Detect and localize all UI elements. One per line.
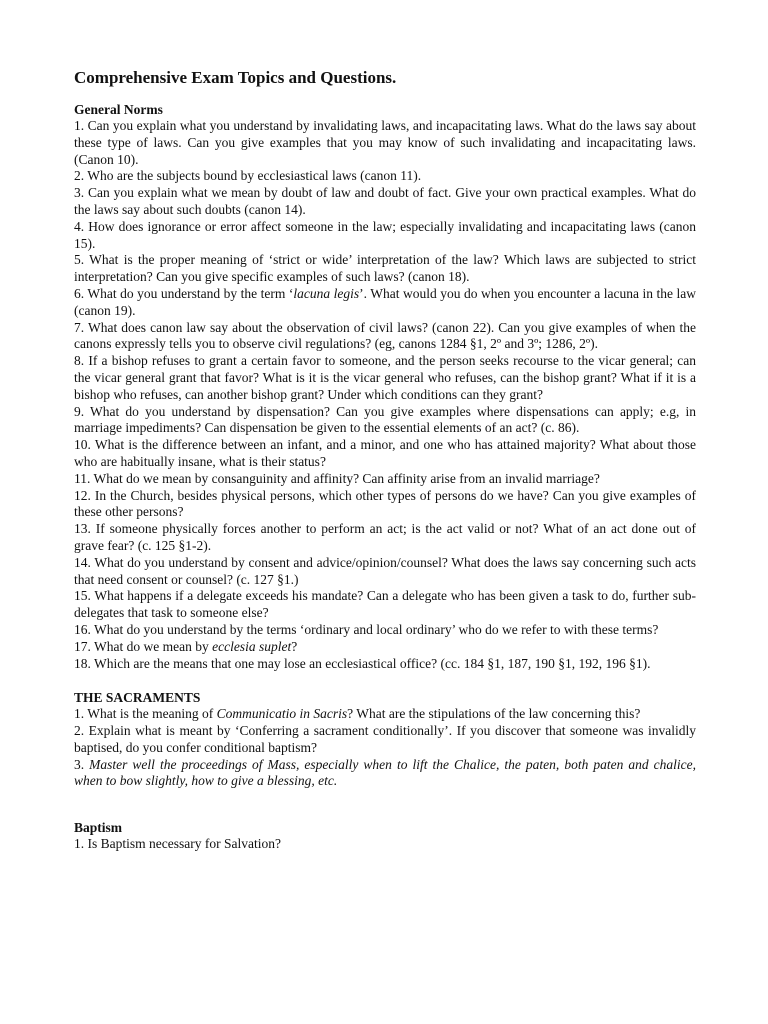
general-norms-item-15: 15. What happens if a delegate exceeds his mandate? Can a delegate who has been given a task to do, further sub-delegates that task to someone else? (74, 588, 696, 621)
general-norms-heading: General Norms (74, 102, 163, 117)
general-norms-item-4: 4. How does ignorance or error affect someone in the law; especially invalidating and incapacitating laws (canon 15). (74, 218, 696, 251)
general-norms-item-6 (74, 286, 696, 320)
sacraments-item-1 (74, 706, 696, 723)
general-norms-item-1: 1. Can you explain what you understand by invalidating laws, and incapacitating laws. What do the laws say about these type of laws. Can you give examples that you may know of such invalidating and incapacitating laws. (Canon 10). (74, 118, 696, 167)
general-norms-item-11: 11. What do we mean by consanguinity and affinity? Can affinity arise from an invalid marriage? (74, 470, 600, 486)
item-text: ’. What would you do when you encounter a lacuna in the law (canon 19). (74, 285, 696, 318)
baptism-heading: Baptism (74, 820, 123, 836)
general-norms-item-18: 18. Which are the means that one may lose an ecclesiastical office? (cc. 184 §1, 187, 190 §1, 192, 196 §1). (74, 655, 651, 671)
item-number: 3. (74, 756, 90, 772)
document-title: Comprehensive Exam Topics and Questions. (74, 68, 397, 87)
latin-term: Communicatio in Sacris (216, 706, 348, 722)
baptism-list (74, 836, 696, 853)
general-norms-item-9: 9. What do you understand by dispensation? Can you give examples where dispensations can apply; e.g, in marriage impediments? Can dispensation be given to the essential elements of an act? (c. 86). (74, 403, 696, 436)
sacraments-heading: THE SACRAMENTS (74, 690, 201, 706)
sacraments-list (74, 706, 696, 790)
general-norms-list (74, 118, 696, 672)
item-text: ? What are the stipulations of the law concerning this? (347, 706, 641, 722)
item-text: 17. What do we mean by (74, 638, 213, 654)
item-text: 1. What is the meaning of (74, 706, 217, 722)
item-text: 6. What do you understand by the term ‘ (74, 285, 294, 301)
latin-term: ecclesia suplet (212, 638, 292, 654)
sacraments-item-2: 2. Explain what is meant by ‘Conferring a sacrament conditionally’. If you discover that someone was invalidly baptised, do you confer conditional baptism? (74, 723, 696, 755)
latin-term: lacuna legis (293, 285, 360, 301)
sacraments-item-3 (74, 757, 696, 791)
baptism-item-1: 1. Is Baptism necessary for Salvation? (74, 836, 281, 852)
general-norms-item-12: 12. In the Church, besides physical persons, which other types of persons do we have? Can you give examples of these other persons? (74, 487, 696, 520)
general-norms-item-2: 2. Who are the subjects bound by ecclesiastical laws (canon 11). (74, 168, 422, 184)
general-norms-item-3: 3. Can you explain what we mean by doubt of law and doubt of fact. Give your own practical examples. What do the laws say about such doubts (canon 14). (74, 185, 696, 217)
general-norms-item-10: 10. What is the difference between an infant, and a minor, and one who has attained majority? What about those who are habitually insane, what is their status? (74, 437, 696, 469)
item-text: ? (291, 638, 298, 654)
general-norms-item-5: 5. What is the proper meaning of ‘strict or wide’ interpretation of the law? Which laws are subjected to strict interpretation? Can you give specific examples of such laws? (canon 18). (74, 252, 696, 285)
general-norms-item-16: 16. What do you understand by the terms ‘ordinary and local ordinary’ who do we refer to with these terms? (74, 621, 659, 637)
general-norms-item-8: 8. If a bishop refuses to grant a certain favor to someone, and the person seeks recourse to the vicar general; can the vicar general grant that favor? What is it is the vicar general who refuses, can the bishop grant? What if it is a bishop who refuses, can another bishop grant? Under which conditions can they grant? (74, 353, 696, 402)
general-norms-item-17 (74, 639, 696, 656)
general-norms-item-13: 13. If someone physically forces another to perform an act; is the act valid or not? What of an act done out of grave fear? (c. 125 §1-2). (74, 521, 696, 553)
italic-instruction: Master well the proceedings of Mass, especially when to lift the Chalice, the paten, both paten and chalice, when to bow slightly, how to give a blessing, etc. (74, 756, 696, 789)
general-norms-item-14: 14. What do you understand by consent and advice/opinion/counsel? What does the laws say concerning such acts that need consent or counsel? (c. 127 §1.) (74, 554, 696, 587)
general-norms-item-7: 7. What does canon law say about the observation of civil laws? (canon 22). Can you give examples of when the canons expressly tells you to observe civil regulations? (eg, canons 1284 §1, 2º and 3º; 1286, 2º). (74, 319, 696, 352)
